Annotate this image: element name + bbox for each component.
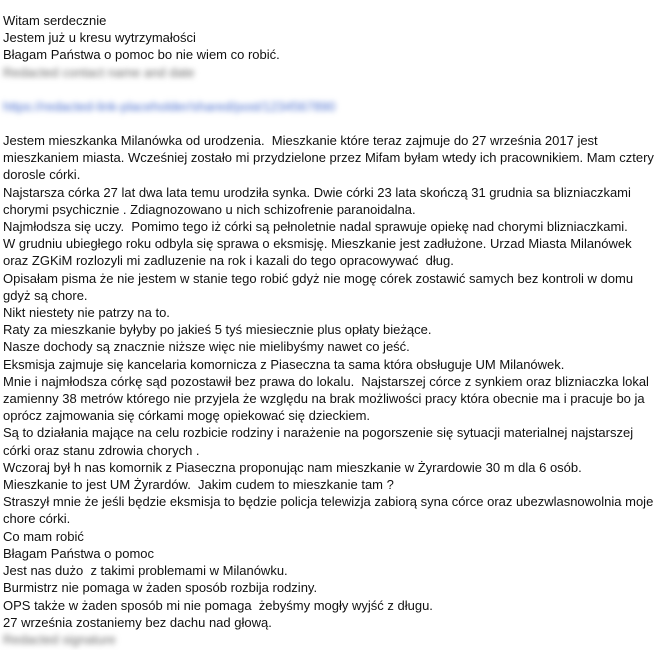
paragraph: Opisałam pisma że nie jestem w stanie tego robić gdyż nie mogę córek zostawić samych bez kontroli w domu gdyż są chore. xyxy=(3,270,637,303)
paragraph: Jest nas dużo z takimi problemami w Milanówku. xyxy=(3,563,288,579)
message-body xyxy=(3,12,658,648)
paragraph: Wczoraj był h nas komornik z Piaseczna proponując nam mieszkanie w Żyrardowie 30 m dla 6 osób. xyxy=(3,459,582,475)
redacted-name-line: Redacted contact name and date xyxy=(3,64,195,80)
redacted-link-line[interactable]: https://redacted-link-placeholder/shared/post/1234567890 xyxy=(3,98,336,114)
paragraph: Eksmisja zajmuje się kancelaria komornicza z Piaseczna ta sama która obsługuje UM Milanówek. xyxy=(3,356,565,372)
paragraph: Jestem mieszkanka Milanówka od urodzenia. Mieszkanie które teraz zajmuje do 27 września 2017 jest mieszkaniem miasta. Wcześniej zostało mi przydzielone przez Mifam byłam wtedy ich pracownikiem. Mam cztery dorosle córki. xyxy=(3,133,658,183)
paragraph: Nikt niestety nie patrzy na to. xyxy=(3,305,170,321)
paragraph: Są to działania mające na celu rozbicie rodziny i narażenie na pogorszenie się sytuacji materialnej najstarszej córki oraz stanu zdrowia chorych . xyxy=(3,425,637,458)
redacted-footer: Redacted signature xyxy=(3,631,116,647)
paragraph: Mieszkanie to jest UM Żyrardów. Jakim cudem to mieszkanie tam ? xyxy=(3,477,394,493)
paragraph: Burmistrz nie pomaga w żaden sposób rozbija rodziny. xyxy=(3,580,318,596)
paragraph: OPS także w żaden sposób mi nie pomaga żebyśmy mogły wyjść z długu. xyxy=(3,597,433,613)
paragraph: Raty za mieszkanie byłyby po jakieś 5 tyś miesiecznie plus opłaty bieżące. xyxy=(3,322,432,338)
paragraph: 27 września zostaniemy bez dachu nad głową. xyxy=(3,614,272,630)
paragraph: Straszył mnie że jeśli będzie eksmisja to będzie policja telewizja zabiorą syna córce oraz ubezwlasnowolnia moje chore córki. xyxy=(3,494,657,527)
greeting-line: Witam serdecznie xyxy=(3,13,107,28)
paragraph: Mnie i najmłodsza córkę sąd pozostawił bez prawa do lokalu. Najstarszej córce z synkiem oraz blizniaczka lokal zamienny 38 metrów którego nie przyjela że względu na brak możliwości pracy która obecnie ma i pracuje bo ja oprócz zajmowania się córkami mogę opiekować się dzieckiem. xyxy=(3,373,653,424)
paragraph: Najmłodsza się uczy. Pomimo tego iż córki są pełnoletnie nadal sprawuje opiekę nad chorymi blizniaczkami. xyxy=(3,219,628,235)
spacer xyxy=(3,81,655,98)
spacer xyxy=(3,115,655,132)
paragraph: Najstarsza córka 27 lat dwa lata temu urodziła synka. Dwie córki 23 lata skończą 31 grudnia sa blizniaczkami chorymi psychicznie . Zdiagnozowano u nich schizofrenie paranoidalna. xyxy=(3,184,635,217)
paragraph: Błagam Państwa o pomoc xyxy=(3,545,155,561)
greeting-line: Błagam Państwa o pomoc bo nie wiem co robić. xyxy=(3,47,280,63)
paragraph: W grudniu ubiegłego roku odbyla się sprawa o eksmisję. Mieszkanie jest zadłużone. Urzad Miasta Milanówek oraz ZGKiM rozlozyli mi zadluzenie na rok i kazali do tego opracowywać dług. xyxy=(3,236,636,269)
paragraph: Co mam robić xyxy=(3,528,84,544)
greeting-line: Jestem już u kresu wytrzymałości xyxy=(3,30,196,46)
paragraph: Nasze dochody są znacznie niższe więc nie mielibyśmy nawet co jeść. xyxy=(3,339,410,355)
